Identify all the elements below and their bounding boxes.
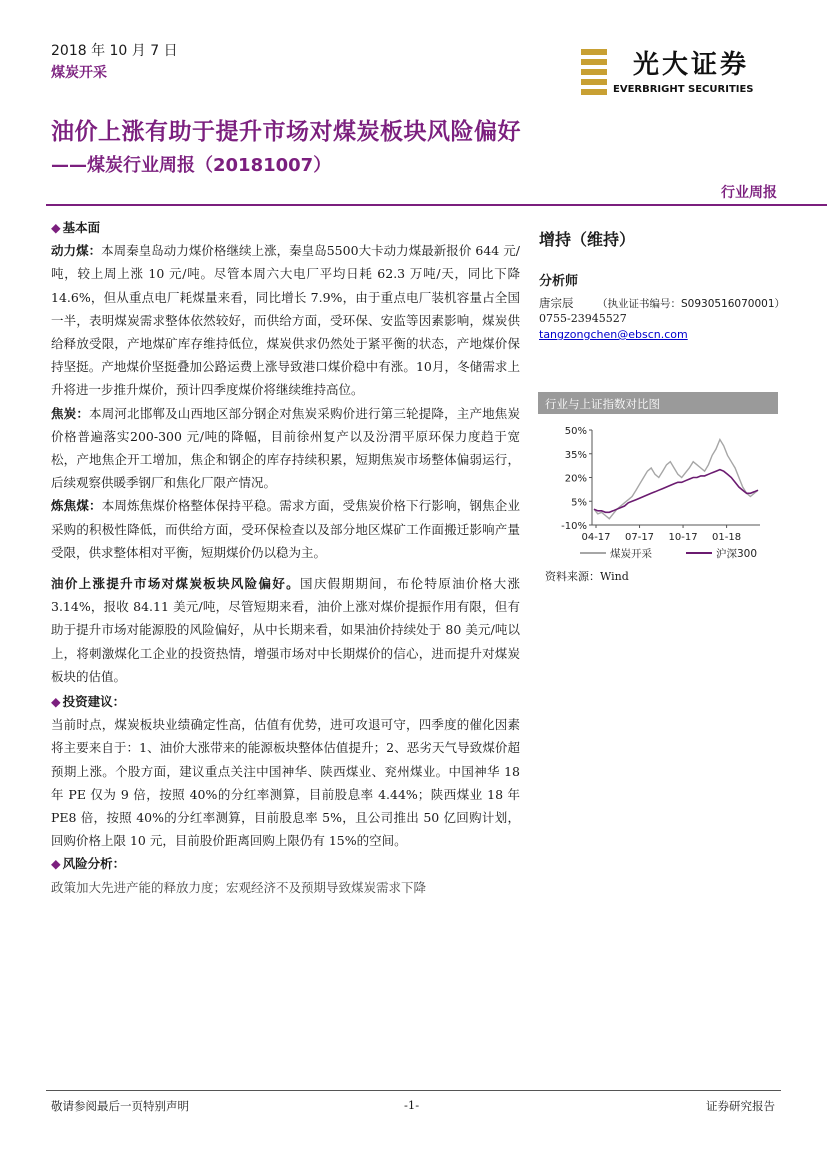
- report-date: 2018 年 10 月 7 日: [51, 43, 178, 59]
- chart-x-tick-label: 04-17: [581, 532, 611, 543]
- footer-disclaimer: 敬请参阅最后一页特别声明: [51, 1099, 189, 1113]
- analyst-name: 唐宗辰: [539, 296, 574, 310]
- rating-label: 增持（维持）: [539, 230, 636, 249]
- diamond-bullet-icon: ◆: [51, 220, 61, 235]
- diamond-bullet-icon: ◆: [51, 856, 61, 872]
- section-invest-heading: ◆ 投资建议：: [51, 694, 126, 710]
- analyst-cert-number: （执业证书编号：S0930516070001）: [597, 298, 786, 310]
- power-coal-paragraph: 动力煤：本周秦皇岛动力煤价格继续上涨，秦皇岛5500大卡动力煤最新报价 644 元/吨，较上周上涨 10 元/吨。尽管本周六大电厂平均日耗 62.3 万吨/天，同比下降 14.6%，但从重点电厂耗煤量来看，同比增长 7.9%，由于重点电厂装机容量占全国一半，表明煤炭需求整体依然较好，而供给方面，受环保、安监等因素影响，煤炭供给释放受限，产地煤矿库存维持低位，煤炭供求仍然处于紧平衡的状态，产地煤价保持坚挺。产地煤价坚挺叠加公路运费上涨导致港口煤价稳中有涨。10月，冬储需求上升将进一步推升煤价，预计四季度煤价将继续维持高位。: [51, 243, 520, 398]
- chart-series-line: [594, 470, 758, 513]
- comparison-line-chart: [538, 418, 778, 578]
- chart-title: 行业与上证指数对比图: [545, 397, 660, 411]
- chart-source: 资料来源：Wind: [545, 570, 629, 583]
- section-risk-heading: ◆ 风险分析：: [51, 856, 126, 872]
- analyst-heading: 分析师: [539, 274, 579, 289]
- coke-paragraph: 焦炭：本周河北邯郸及山西地区部分钢企对焦炭采购价进行第三轮提降，主产地焦炭价格普遍落实200-300 元/吨的降幅，目前徐州复产以及汾渭平原环保力度趋于宽松，产地焦企开工增加，焦企和钢企的库存持续积累，短期焦炭市场整体偏弱运行，后续观察供暖季钢厂和焦化厂限产情况。: [51, 405, 520, 491]
- page-title: 油价上涨有助于提升市场对煤炭板块风险偏好: [51, 119, 521, 145]
- page-subtitle: ——煤炭行业周报（20181007）: [51, 155, 332, 176]
- chart-y-tick-label: 50%: [564, 426, 587, 437]
- analyst-email-link[interactable]: tangzongchen@ebscn.com: [539, 328, 688, 341]
- section-basic-heading: ◆ 基本面: [51, 220, 101, 235]
- analyst-phone: 0755-23945527: [539, 312, 627, 325]
- diamond-bullet-icon: ◆: [51, 694, 61, 710]
- chart-legend-label: 沪深300: [716, 548, 758, 560]
- chart-y-tick-label: -10%: [561, 521, 587, 532]
- logo-cn-text: 光大证券: [633, 50, 750, 80]
- main-body: [51, 216, 520, 899]
- chart-x-tick-label: 10-17: [668, 532, 698, 543]
- footer-report-label: 证券研究报告: [706, 1099, 775, 1113]
- chart-legend-label: 煤炭开采: [610, 548, 652, 560]
- chart-y-tick-label: 35%: [564, 449, 587, 461]
- header-divider: [46, 204, 827, 206]
- oil-paragraph: 油价上涨提升市场对煤炭板块风险偏好。国庆假期期间，布伦特原油价格大涨 3.14%，报收 84.11 美元/吨，尽管短期来看，油价上涨对煤价提振作用有限，但有助于提升市场对能源股的风险偏好，从中长期来看，如果油价持续处于 80 美元/吨以上，将刺激煤化工企业的投资热情，增强市场对中长期煤价的信心，进而提升对煤炭板块的估值。: [51, 576, 520, 684]
- logo-mark-icon: [581, 49, 607, 95]
- invest-paragraph: 当前时点，煤炭板块业绩确定性高，估值有优势，进可攻退可守，四季度的催化因素将主要来自于：1、油价大涨带来的能源板块整体估值提升；2、恶劣天气导致煤价超预期上涨。个股方面，建议重点关注中国神华、陕西煤业、兖州煤业。中国神华 18 年 PE 仅为 9 倍，按照 40%的分红率测算，目前股息率 4.44%；陕西煤业 18 年 PE8 倍，按照 40%的分红率测算，目前股息率 5%，且公司推出 50 亿回购计划，回购价格上限 10 元，目前股价距离回购上限仍有 15%的空间。: [51, 717, 520, 849]
- chart-y-tick-label: 5%: [571, 497, 587, 509]
- chart-x-tick-label: 07-17: [624, 532, 655, 543]
- footer-page-number: -1-: [404, 1098, 420, 1112]
- sector-name: 煤炭开采: [51, 65, 107, 81]
- logo-en-text: EVERBRIGHT SECURITIES: [613, 84, 754, 95]
- chart-x-tick-label: 01-18: [712, 532, 742, 543]
- risk-paragraph: 政策加大先进产能的释放力度；宏观经济不及预期导致煤炭需求下降: [51, 879, 427, 895]
- report-type-label: 行业周报: [721, 185, 777, 201]
- chart-y-tick-label: 20%: [564, 473, 587, 485]
- everbright-logo: [577, 40, 777, 96]
- coking-coal-paragraph: 炼焦煤：本周炼焦煤价格整体保持平稳。需求方面，受焦炭价格下行影响，钢焦企业采购的积极性降低，而供给方面，受环保检查以及部分地区煤矿工作面搬迁影响产量受限，供求整体相对平衡，短期煤价仍以稳为主。: [51, 498, 520, 560]
- footer-divider: [46, 1090, 781, 1091]
